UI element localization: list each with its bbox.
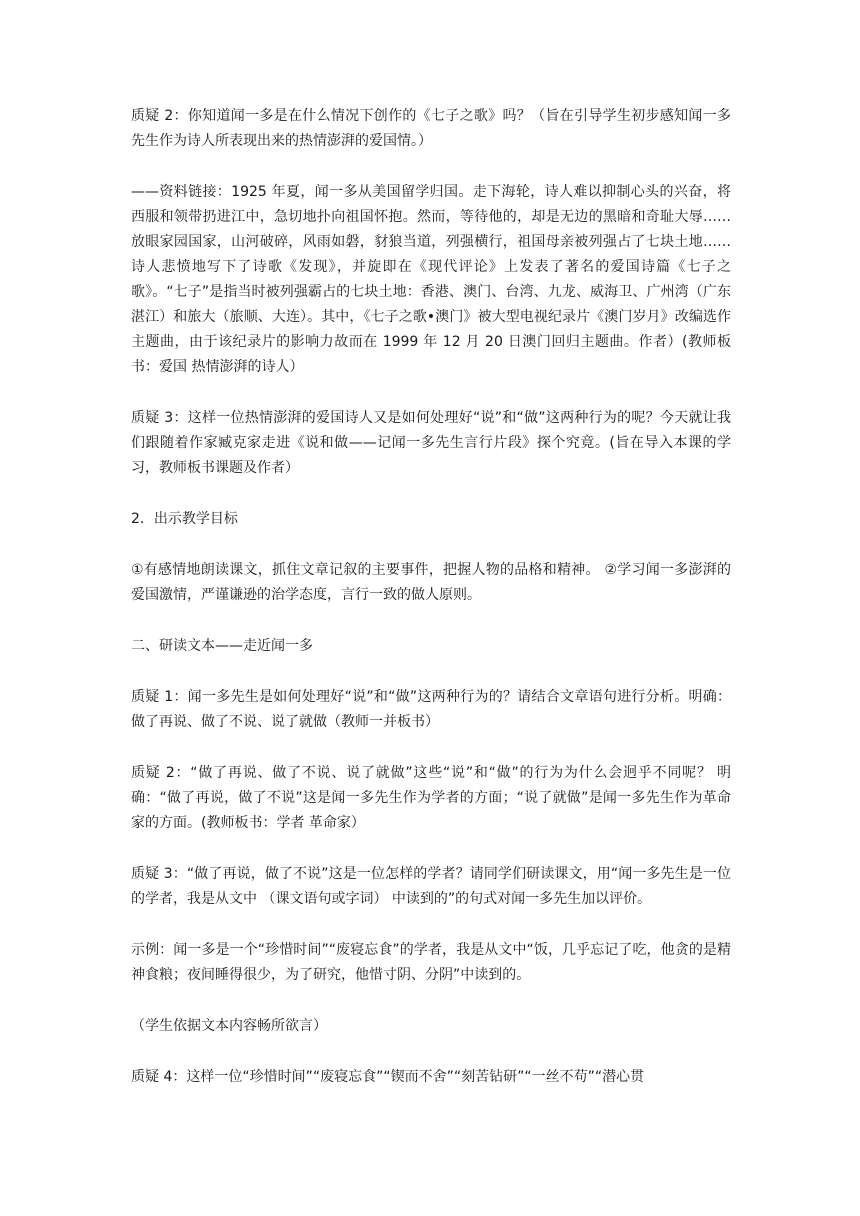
section-heading-study-text: 二、研读文本——走近闻一多 xyxy=(131,638,313,654)
paragraph-resource-link: ——资料链接：1925 年夏，闻一多从美国留学归国。走下海轮，诗人难以抑制心头的兴奋，将西服和领带扔进江中，急切地扑向祖国怀抱。然而，等待他的，却是无边的黑暗和奇耻大辱……放眼家园国家，山河破碎，风雨如磐，豺狼当道，列强横行，祖国母亲被列强占了七块土地……诗人悲愤地写下了诗歌《发现》，并旋即在《现代评论》上发表了著名的爱国诗篇《七子之歌》。“七子”是指当时被列强霸占的七块土地：香港、澳门、台湾、九龙、威海卫、广州湾（广东湛江）和旅大（旅顺、大连）。其中，《七子之歌•澳门》被大型电视纪录片《澳门岁月》改编选作主题曲，由于该纪录片的影响力故而在 1999 年 12 月 20 日澳门回归主题曲。作者）(教师板书：爱国 热情澎湃的诗人） xyxy=(131,184,731,375)
paragraph-teaching-goals: ①有感情地朗读课文，抓住文章记叙的主要事件，把握人物的品格和精神。 ②学习闻一多澎湃的爱国激情，严谨谦逊的治学态度，言行一致的做人原则。 xyxy=(131,562,731,603)
paragraph-student-note: （学生依据文本内容畅所欲言） xyxy=(131,1018,327,1034)
paragraph-example: 示例：闻一多是一个“珍惜时间”“废寝忘食”的学者，我是从文中“饭，几乎忘记了吃，他贪的是精神食粮；夜间睡得很少，为了研究，他惜寸阴、分阴”中读到的。 xyxy=(131,942,731,983)
document-body xyxy=(131,104,731,1116)
section-heading-teaching-goals: 2．出示教学目标 xyxy=(131,511,238,527)
paragraph-question-2: 质疑 2：你知道闻一多是在什么情况下创作的《七子之歌》吗？（旨在引导学生初步感知闻一多先生作为诗人所表现出来的热情澎湃的爱国情。） xyxy=(131,108,731,149)
paragraph-study-question-2: 质疑 2：“做了再说、做了不说、说了就做”这些“说”和“做”的行为为什么会迥乎不同呢？ 明确：“做了再说，做了不说”这是闻一多先生作为学者的方面；“说了就做”是闻一多先生作为革命家的方面。(教师板书：学者 革命家） xyxy=(131,765,731,831)
paragraph-study-question-3: 质疑 3：“做了再说，做了不说”这是一位怎样的学者？请同学们研读课文，用“闻一多先生是一位 的学者，我是从文中 （课文语句或字词） 中读到的”的句式对闻一多先生加以评价。 xyxy=(131,866,731,907)
paragraph-study-question-4: 质疑 4：这样一位“珍惜时间”“废寝忘食”“锲而不舍”“刻苦钻研”“一丝不苟”“潜心贯 xyxy=(131,1069,645,1085)
paragraph-study-question-1: 质疑 1：闻一多先生是如何处理好“说”和“做”这两种行为的？请结合文章语句进行分析。明确：做了再说、做了不说、说了就做（教师一并板书） xyxy=(131,689,731,730)
paragraph-question-3: 质疑 3：这样一位热情澎湃的爱国诗人又是如何处理好“说”和“做”这两种行为的呢？今天就让我们跟随着作家臧克家走进《说和做——记闻一多先生言行片段》探个究竟。(旨在导入本课的学习，教师板书课题及作者） xyxy=(131,410,731,476)
